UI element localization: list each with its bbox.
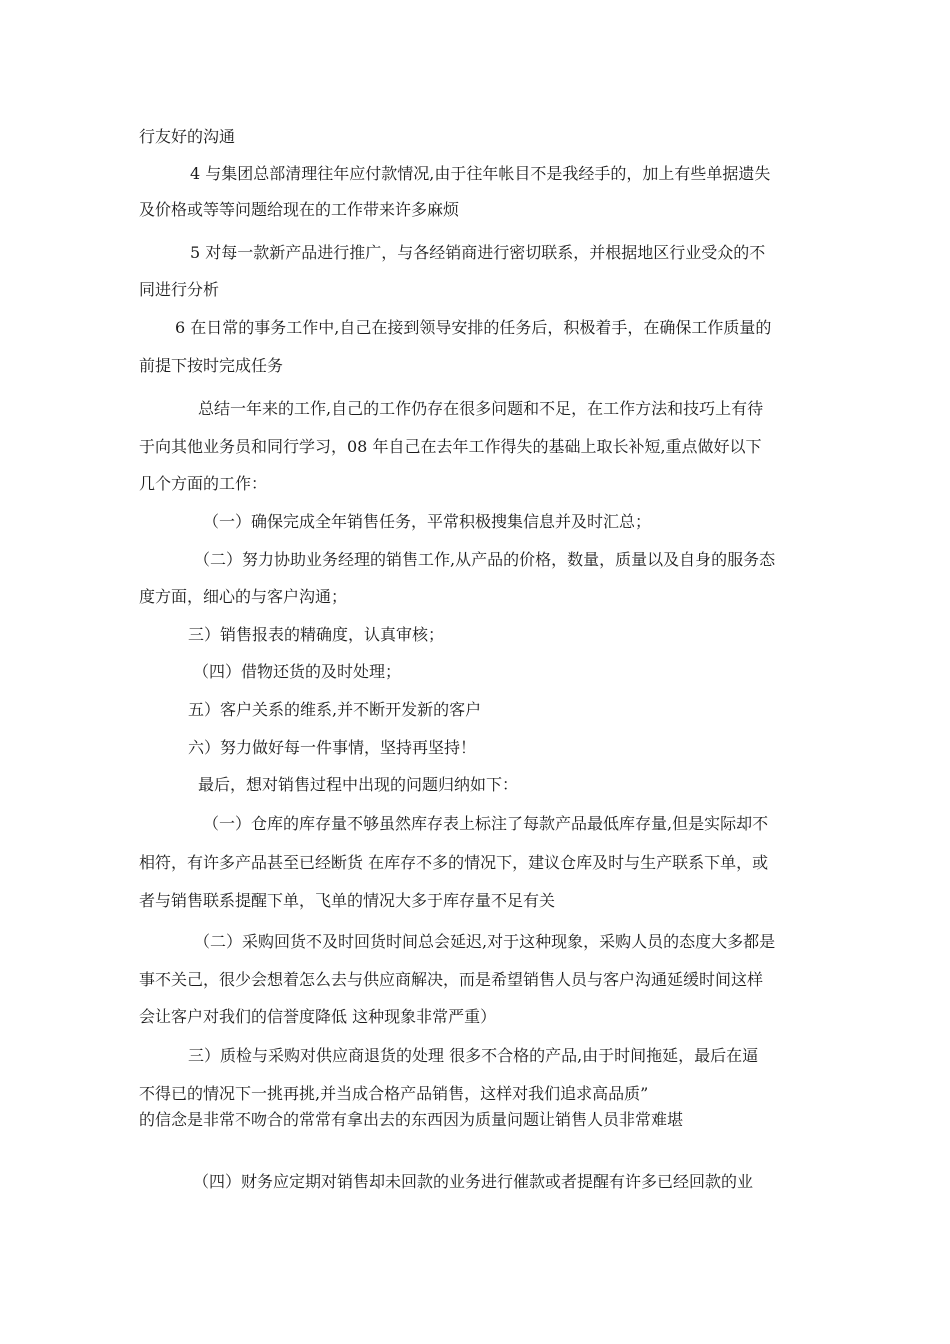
text-line: （一）仓库的库存量不够虽然库存表上标注了每款产品最低库存量,但是实际却不: [203, 814, 769, 833]
text-line: （一）确保完成全年销售任务，平常积极搜集信息并及时汇总；: [203, 512, 652, 531]
text-line: 同进行分析: [139, 280, 220, 299]
text-line: 的信念是非常不吻合的常常有拿出去的东西因为质量问题让销售人员非常难堪: [139, 1110, 684, 1129]
text-line: （二）努力协助业务经理的销售工作,从产品的价格，数量，质量以及自身的服务态: [194, 550, 776, 569]
text-line: 总结一年来的工作,自己的工作仍存在很多问题和不足，在工作方法和技巧上有待: [198, 399, 764, 418]
text-line: 不得已的情况下一挑再挑,并当成合格产品销售，这样对我们追求高品质”: [139, 1084, 649, 1103]
text-line: 6 在日常的事务工作中,自己在接到领导安排的任务后，积极着手，在确保工作质量的: [175, 318, 772, 337]
text-line: 5 对每一款新产品进行推广，与各经销商进行密切联系，并根据地区行业受众的不: [190, 243, 766, 262]
text-line: 者与销售联系提醒下单，飞单的情况大多于库存量不足有关: [139, 891, 556, 910]
text-line: 度方面，细心的与客户沟通；: [139, 587, 348, 606]
text-line: （四）财务应定期对销售却未回款的业务进行催款或者提醒有许多已经回款的业: [193, 1172, 754, 1191]
text-line: 4 与集团总部清理往年应付款情况,由于往年帐目不是我经手的，加上有些单据遗失: [190, 164, 771, 183]
text-line: 六）努力做好每一件事情，坚持再坚持！: [188, 738, 477, 757]
text-line: 事不关己，很少会想着怎么去与供应商解决，而是希望销售人员与客户沟通延缓时间这样: [139, 970, 764, 989]
text-line: （四）借物还货的及时处理；: [193, 662, 402, 681]
text-line: （二）采购回货不及时回货时间总会延迟,对于这种现象，采购人员的态度大多都是: [194, 932, 776, 951]
text-line: 会让客户对我们的信誉度降低 这种现象非常严重）: [139, 1007, 497, 1026]
text-line: 三）销售报表的精确度，认真审核；: [188, 625, 445, 644]
text-line: 相符，有许多产品甚至已经断货 在库存不多的情况下，建议仓库及时与生产联系下单，或: [139, 853, 769, 872]
text-line: 最后，想对销售过程中出现的问题归纳如下：: [198, 775, 519, 794]
text-line: 行友好的沟通: [139, 127, 236, 146]
text-line: 几个方面的工作：: [139, 474, 268, 493]
text-line: 前提下按时完成任务: [139, 356, 284, 375]
text-line: 及价格或等等问题给现在的工作带来许多麻烦: [139, 200, 460, 219]
text-line: 五）客户关系的维系,并不断开发新的客户: [188, 700, 482, 719]
text-line: 三）质检与采购对供应商退货的处理 很多不合格的产品,由于时间拖延，最后在逼: [188, 1046, 759, 1065]
text-line: 于向其他业务员和同行学习，08 年自己在去年工作得失的基础上取长补短,重点做好以下: [139, 437, 762, 456]
